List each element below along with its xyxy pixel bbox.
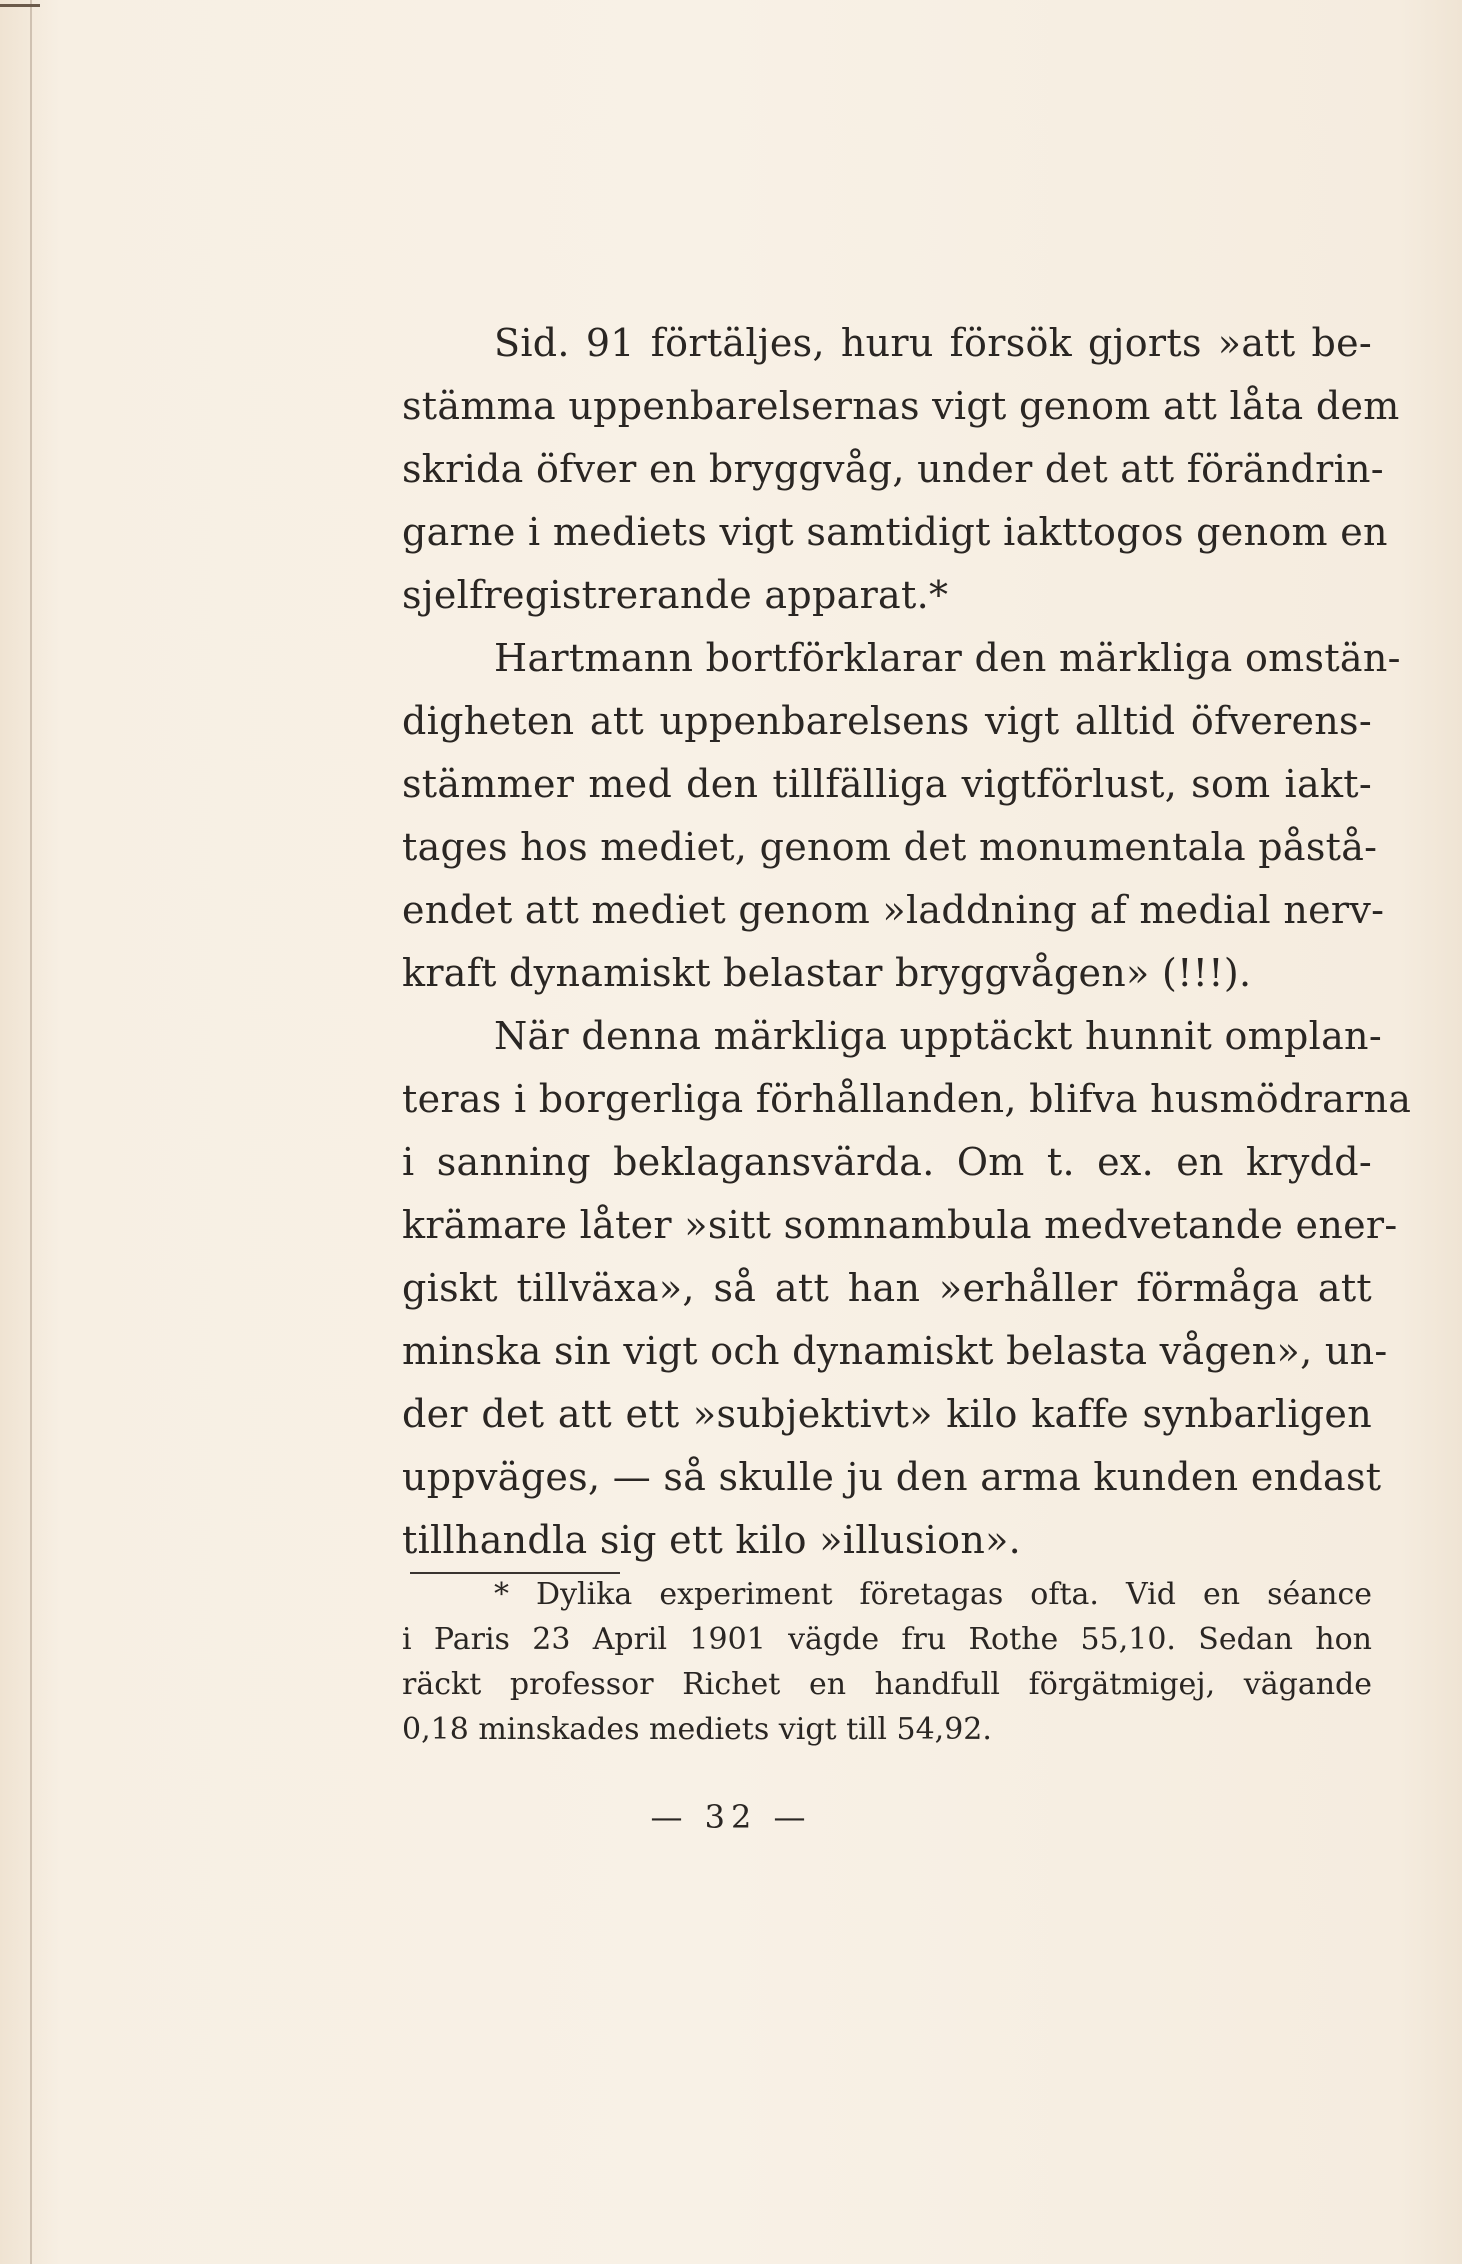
text-line: giskt tillväxa», så att han »erhåller förmåga att	[402, 1266, 1372, 1310]
text-line: krämare låter »sitt somnambula medvetande ener-	[402, 1203, 1398, 1247]
text-line: minska sin vigt och dynamiskt belasta vågen», un-	[402, 1329, 1388, 1373]
text-line: i sanning beklagansvärda. Om t. ex. en krydd-	[402, 1140, 1372, 1184]
footnote-line: i Paris 23 April 1901 vägde fru Rothe 55,10. Sedan hon	[402, 1622, 1372, 1657]
body-text	[402, 312, 1412, 1572]
text-line: der det att ett »subjektivt» kilo kaffe synbarligen	[402, 1392, 1372, 1436]
text-line: uppväges, — så skulle ju den arma kunden endast	[402, 1455, 1382, 1499]
footnote-line: * Dylika experiment företagas ofta. Vid en séance	[494, 1577, 1372, 1612]
binding-edge	[30, 0, 32, 2264]
footnote-line: 0,18 minskades mediets vigt till 54,92.	[402, 1712, 992, 1747]
text-line: tillhandla sig ett kilo »illusion».	[402, 1518, 1022, 1562]
footnote-line: räckt professor Richet en handfull förgätmigej, vägande	[402, 1667, 1372, 1702]
text-line: sjelfregistrerande apparat.*	[402, 573, 949, 617]
corner-mark	[0, 4, 40, 7]
text-line: endet att mediet genom »laddning af medial nerv-	[402, 888, 1385, 932]
text-line: kraft dynamiskt belastar bryggvågen» (!!!).	[402, 951, 1252, 995]
text-line: tages hos mediet, genom det monumentala påstå-	[402, 825, 1378, 869]
text-line: Hartmann bortförklarar den märkliga omstän-	[494, 636, 1401, 680]
footnote-block	[402, 1572, 1372, 1752]
text-line: teras i borgerliga förhållanden, blifva husmödrarna	[402, 1077, 1412, 1121]
page-number: — 32 —	[650, 1798, 812, 1836]
text-line: digheten att uppenbarelsens vigt alltid öfverens-	[402, 699, 1372, 743]
text-line: stämma uppenbarelsernas vigt genom att låta dem	[402, 384, 1400, 428]
text-line: garne i mediets vigt samtidigt iakttogos genom en	[402, 510, 1388, 554]
text-line: När denna märkliga upptäckt hunnit omplan-	[494, 1014, 1382, 1058]
text-line: Sid. 91 förtäljes, huru försök gjorts »att be-	[494, 321, 1372, 365]
text-line: stämmer med den tillfälliga vigtförlust, som iakt-	[402, 762, 1372, 806]
text-line: skrida öfver en bryggvåg, under det att förändrin-	[402, 447, 1384, 491]
